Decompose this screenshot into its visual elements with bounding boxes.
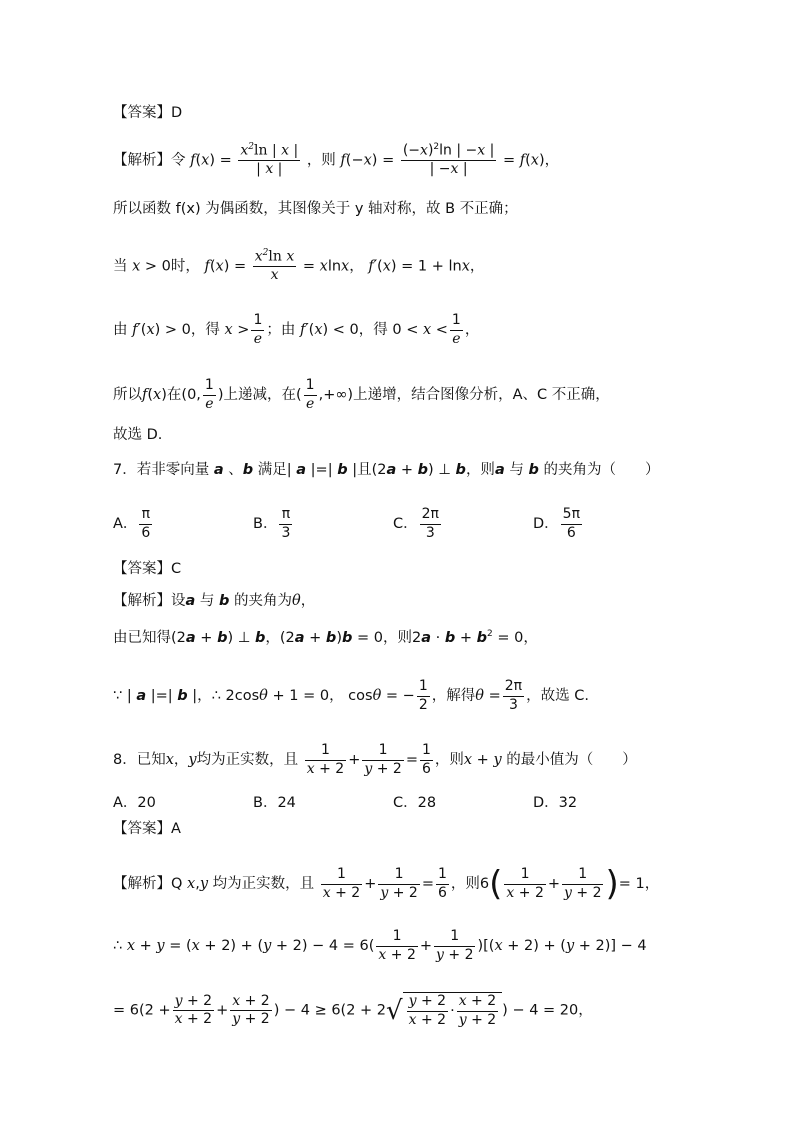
text: 当 [113,258,128,275]
text: ， [544,152,560,169]
fraction: $\frac{1}{x + 2}$ [322,866,361,901]
text: 设 [171,593,186,609]
fraction: $\frac{1}{6}$ [421,742,431,777]
text: ，解得 [431,688,476,704]
q6-answer [113,106,182,121]
answer-label: 【答案】 [113,821,171,837]
question-number: 7． [113,462,137,478]
q6-analysis-line6: 故选 D. [113,427,163,443]
text: 令 [171,152,186,169]
text: ， [464,322,480,338]
option-label: A． [113,516,138,532]
option-label: B． [253,795,278,811]
fraction: $\frac{2\pi}{3}$ [504,678,523,713]
option-numerator: 5π [561,506,582,525]
option-numerator: π [139,506,152,525]
text: ，得 [190,322,220,338]
answer-label: 【答案】 [113,105,171,121]
option-denominator: 3 [425,524,435,541]
option-label: C． [393,516,418,532]
text: 的夹角为 [234,593,293,609]
q8-analysis-line3: = 6(2 + $\frac{y + 2}{x + 2}$ + $\frac{x + 2}{y + 2}$ ) − 4 ≥ 6(2 + 2√ $\frac{y + 2}{x + 2}$ · $\frac{x + 2}{y + 2}$ ) − 4 = 20， [113,992,593,1028]
text: 时， [170,258,200,275]
option-numerator: π [279,506,292,525]
option-denominator: 6 [566,524,576,541]
fraction: $\frac{1}{e}$ [253,312,263,347]
fraction: $\frac{1}{2}$ [418,678,428,713]
q8-stem: 8．已知x，y均为正实数，且 $\frac{1}{x + 2}$ + $\frac{1}{y + 2}$ = $\frac{1}{6}$ ，则x + y 的最小值为（ ） [113,742,637,777]
text: 且 [357,462,372,478]
q6-analysis-line5: 所以f(x)在(0, $\frac{1}{e}$ )上递减，在( $\frac{1}{e}$ ,+∞)上递增，结合图像分析，A、C 不正确， [113,377,610,412]
text: 满足 [257,462,287,478]
text: ，则 [434,752,464,768]
question-number: 8． [113,752,137,768]
text: ，则 [306,152,336,169]
q6-analysis-line2: 所以函数 f(x) 为偶函数，其图像关于 y 轴对称，故 B 不正确； [113,201,518,217]
fraction: $\frac{1}{y + 2}$ [364,742,402,777]
option-label: D． [533,795,559,811]
fraction: $\frac{1}{x + 2}$ [506,866,544,901]
option-denominator: 6 [141,524,151,541]
fraction: $\frac{y + 2}{x + 2}$ [174,992,213,1027]
text: ；由 [266,322,296,338]
analysis-label: 【解析】 [113,876,171,892]
text: 由已知得 [113,629,171,646]
q7-stem: 7．若非零向量 a 、b 满足| a |=| b |且(2a + b) ⊥ b，则a 与 b 的夹角为（ ） [113,462,660,478]
option-value: 32 [558,795,578,811]
option-label: C． [393,795,418,811]
fraction: $\frac{x^2\ln x}{x}$ [254,248,295,284]
q7-option-c [393,506,443,542]
square-root: √ $\frac{y + 2}{x + 2}$ · $\frac{x + 2}{y + 2}$ [386,992,502,1029]
fraction: $\frac{1}{y + 2}$ [436,928,474,963]
text: Q [171,876,183,892]
text: 所以 [113,387,142,403]
option-label: B． [253,516,278,532]
q7-answer [113,562,181,577]
fraction: $\frac{(-x)^2\ln | -x |}{| -x |}$ [402,142,495,178]
text: ，则 [465,462,495,478]
option-denominator: 3 [281,524,291,541]
q7-analysis-line2: 由已知得(2a + b) ⊥ b，(2a + b)b = 0，则$2a \cdot b + b^2 = 0$， [113,629,538,646]
option-value: 24 [277,795,296,811]
q7-option-a [113,506,154,542]
text: 的最小值为（ ） [506,752,637,768]
text: 上递减，在 [223,387,296,403]
analysis-label: 【解析】 [113,593,171,609]
fraction: $\frac{1}{e}$ [305,377,315,412]
text: 均为正实数，且 [212,876,315,892]
q6-analysis-line1: 【解析】令 f(x) = $\frac{x^2\ln | x |}{| x |}$ ，则 f(−x) = $\frac{(-x)^2\ln | -x |}{| -x |}$ = f(x)， [113,142,560,178]
text: ，得 [358,322,388,338]
text: 由 [113,322,128,338]
answer-value: C [171,561,182,577]
answer-value: A [171,821,181,837]
option-label: D． [533,516,559,532]
option-value: 20 [137,795,156,811]
q8-option-a [113,791,156,812]
text: 上递增，结合图像分析，A、C 不正确， [353,387,610,403]
fraction: $\frac{1}{y + 2}$ [380,866,418,901]
fraction: $\frac{x^2\ln | x |}{| x |}$ [240,142,299,178]
fraction: $\frac{1}{x + 2}$ [306,742,345,777]
q8-answer [113,822,181,837]
fraction: $\frac{x + 2}{y + 2}$ [232,992,270,1027]
text: 均为正实数，且 [196,752,299,768]
q7-analysis-line1: 【解析】设a 与 b 的夹角为θ， [113,593,316,609]
text: 在 [166,387,182,403]
option-value: 28 [417,795,437,811]
answer-value: D [171,105,183,121]
text: ，故选 C. [526,688,589,704]
q6-analysis-line3: 当 x > 0时， f(x) = $\frac{x^2\ln x}{x}$ = xlnx， f′(x) = 1 + lnx， [113,248,485,284]
analysis-label: 【解析】 [113,152,171,169]
q8-option-d [533,791,577,812]
text: ，则 [450,876,480,892]
q8-option-c [393,791,436,812]
q7-option-b [253,506,294,542]
q7-analysis-line3: ∵ | a |=| b |，∴ 2cosθ + 1 = 0， cosθ = − $\frac{1}{2}$ ，解得θ = $\frac{2\pi}{3}$ ，故选 C. [113,678,589,713]
text: 已知 [136,752,166,768]
option-numerator: 2π [420,506,441,525]
fraction: $\frac{1}{y + 2}$ [564,866,602,901]
text: 的夹角为（ ） [543,462,660,478]
text: 若非零向量 [136,462,210,478]
fraction: $\frac{1}{e}$ [204,377,214,412]
fraction: $\frac{1}{6}$ [437,866,447,901]
q8-option-b [253,791,296,812]
q6-analysis-line4: 由 f′(x) > 0，得 x > $\frac{1}{e}$ ；由 f′(x) < 0，得 0 < x < $\frac{1}{e}$ ， [113,312,480,347]
q8-analysis-line1: 【解析】Q x,y 均为正实数，且 $\frac{1}{x + 2}$ + $\frac{1}{y + 2}$ = $\frac{1}{6}$ ，则6( $\frac{1}{x + 2}$ + $\frac{1}{y + 2}$ )= 1， [113,864,660,904]
q8-analysis-line2: ∴ x + y = (x + 2) + (y + 2) − 4 = 6( $\frac{1}{x + 2}$ + $\frac{1}{y + 2}$ )[(x + 2) + (y + 2)] − 4 [113,928,647,963]
fraction: $\frac{1}{e}$ [451,312,461,347]
fraction: $\frac{1}{x + 2}$ [378,928,416,963]
answer-label: 【答案】 [113,561,171,577]
q7-option-d [533,506,584,542]
option-label: A． [113,795,138,811]
text: ，则 [382,629,412,646]
formula: f [190,152,196,169]
